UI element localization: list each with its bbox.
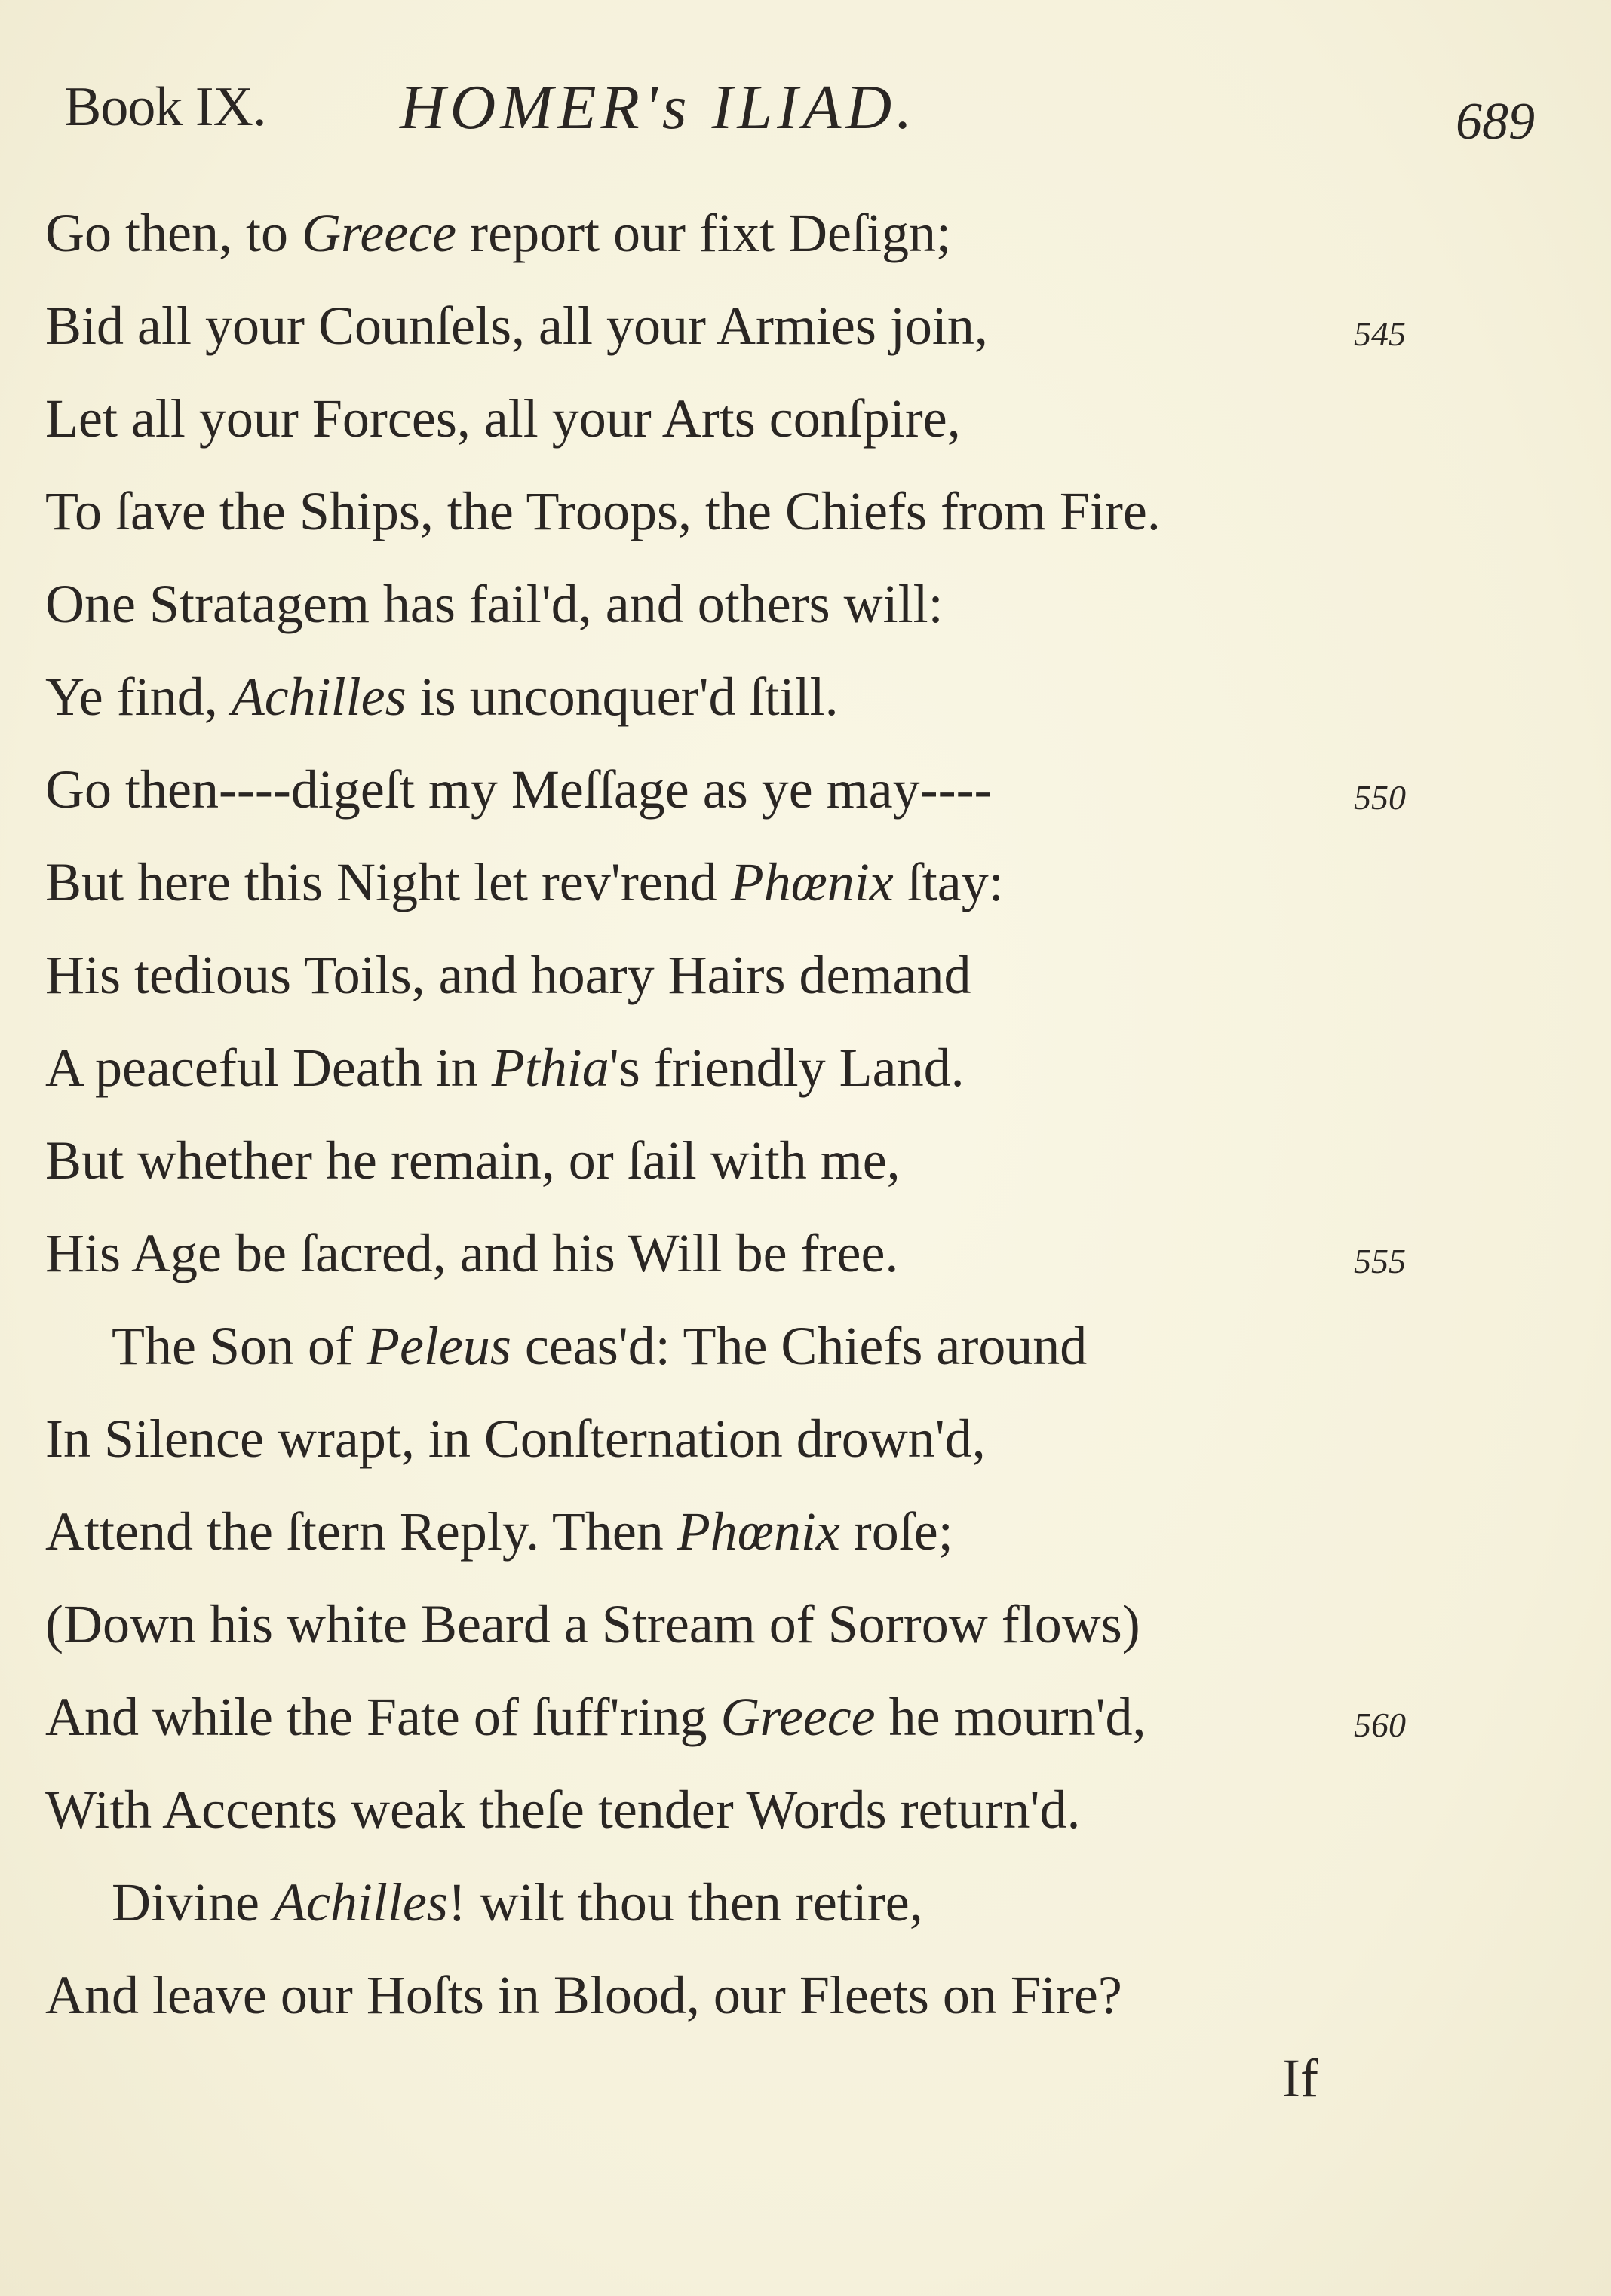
verse-line (45, 1764, 1554, 1856)
verse-line (45, 1485, 1554, 1578)
verse-line (45, 1022, 1554, 1114)
italic-name: Achilles (272, 1872, 448, 1933)
verse-line (45, 1300, 1554, 1393)
verse-text-run: Ye find, (45, 667, 232, 727)
verse-line-text (45, 1022, 965, 1114)
italic-name: Greece (301, 203, 457, 263)
verse-text-run: ! wilt thou then retire, (447, 1872, 923, 1933)
verse-text-run: Let all your Forces, all your Arts conſpire, (45, 388, 961, 449)
verse-line (45, 1207, 1554, 1300)
verse-text-run: Divine (112, 1872, 273, 1933)
verse-line-text (45, 465, 1161, 558)
verse-line-text (45, 651, 839, 743)
italic-name: Phœnix (730, 852, 894, 912)
verse-text-run: roſe; (839, 1501, 953, 1562)
verse-line-text (45, 187, 951, 280)
verse-text-run: report our fixt Deſign; (456, 203, 951, 263)
verse-text-run: And leave our Hoſts in Blood, our Fleets on Fire? (45, 1965, 1122, 2025)
verse-line (45, 1949, 1554, 2042)
verse-text-run: Go then----digeſt my Meſſage as ye may---- (45, 759, 993, 820)
verse-text-run: ceas'd: The Chiefs around (511, 1316, 1088, 1376)
verse-text-run: is unconquer'd ſtill. (406, 667, 839, 727)
verse-line (45, 187, 1554, 280)
verse-text-run: His Age be ſacred, and his Will be free. (45, 1223, 899, 1283)
verse-text-run: Bid all your Counſels, all your Armies join, (45, 296, 988, 356)
verse-line (45, 1114, 1554, 1207)
verse-text-run: And while the Fate of ſuff'ring (45, 1687, 721, 1747)
verse-line (45, 558, 1554, 651)
verse-text-run: 's friendly Land. (609, 1038, 965, 1098)
running-title: HOMER's ILIAD. (400, 72, 917, 143)
verse-text-run: In Silence wrapt, in Conſternation drown'd, (45, 1409, 986, 1469)
verse-line-text (45, 280, 988, 372)
verse-line-text (45, 1671, 1146, 1764)
verse-line-text (45, 929, 971, 1022)
line-number: 550 (1354, 778, 1406, 817)
verse-text-run: To ſave the Ships, the Troops, the Chiefs from Fire. (45, 481, 1161, 541)
verse-line (45, 1856, 1554, 1949)
verse-line-text (45, 372, 961, 465)
verse-line-text (45, 1764, 1081, 1856)
verse-block (45, 187, 1554, 2042)
italic-name: Phœnix (677, 1501, 840, 1562)
verse-line-text (45, 1300, 1087, 1393)
verse-line (45, 743, 1554, 836)
verse-text-run: With Accents weak theſe tender Words return'd. (45, 1779, 1081, 1840)
verse-text-run: ſtay: (893, 852, 1004, 912)
line-number: 560 (1354, 1706, 1406, 1744)
verse-line-text (45, 558, 944, 651)
catchword: If (1282, 2048, 1318, 2108)
italic-name: Pthia (491, 1038, 609, 1098)
verse-line (45, 1578, 1554, 1671)
verse-line-text (45, 1485, 953, 1578)
page-number: 689 (1456, 93, 1535, 151)
verse-line (45, 465, 1554, 558)
verse-text-run: But here this Night let rev'rend (45, 852, 731, 912)
italic-name: Greece (720, 1687, 876, 1747)
verse-line (45, 372, 1554, 465)
verse-text-run: But whether he remain, or ſail with me, (45, 1130, 901, 1191)
verse-text-run: (Down his white Beard a Stream of Sorrow flows) (45, 1594, 1140, 1654)
verse-line-text (45, 1207, 898, 1300)
verse-line-text (45, 743, 993, 836)
verse-line-text (45, 836, 1004, 929)
verse-line (45, 1671, 1554, 1764)
verse-text-run: One Stratagem has fail'd, and others will: (45, 574, 944, 634)
verse-line-text (45, 1578, 1140, 1671)
line-number: 555 (1354, 1242, 1406, 1280)
verse-text-run: A peaceful Death in (45, 1038, 492, 1098)
verse-line (45, 1393, 1554, 1485)
verse-line (45, 929, 1554, 1022)
verse-text-run: The Son of (112, 1316, 367, 1376)
verse-line-text (45, 1856, 923, 1949)
italic-name: Peleus (366, 1316, 511, 1376)
running-head (64, 66, 1565, 164)
verse-line-text (45, 1393, 986, 1485)
verse-line (45, 280, 1554, 372)
verse-text-run: Go then, to (45, 203, 302, 263)
book-label: Book IX. (64, 76, 266, 138)
line-number: 545 (1354, 314, 1406, 353)
verse-line-text (45, 1114, 901, 1207)
verse-text-run: he mourn'd, (875, 1687, 1146, 1747)
verse-line-text (45, 1949, 1122, 2042)
verse-line (45, 651, 1554, 743)
italic-name: Achilles (231, 667, 407, 727)
verse-text-run: Attend the ſtern Reply. Then (45, 1501, 677, 1562)
verse-text-run: His tedious Toils, and hoary Hairs demand (45, 945, 971, 1005)
verse-line (45, 836, 1554, 929)
